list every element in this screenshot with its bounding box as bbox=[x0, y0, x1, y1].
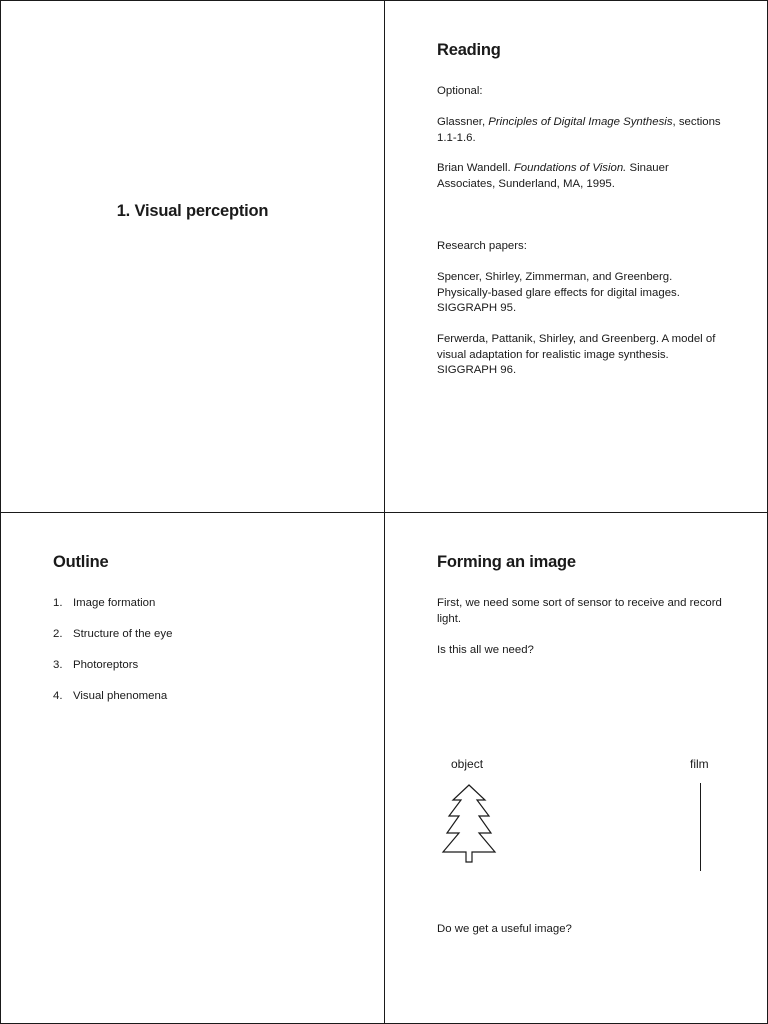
slide-visual-perception bbox=[0, 0, 385, 513]
outline-list bbox=[53, 597, 172, 721]
slide-heading: Reading bbox=[437, 41, 501, 59]
slide-reading bbox=[384, 0, 768, 513]
film-line bbox=[700, 783, 701, 871]
slide-forming-image bbox=[384, 512, 768, 1024]
list-item-label: Structure of the eye bbox=[73, 628, 173, 640]
list-item-number: 2. bbox=[53, 628, 63, 640]
wandell-rest: Sinauer Associates, Sunderland, MA, 1995. bbox=[437, 162, 669, 190]
useful-image-question: Do we get a useful image? bbox=[437, 923, 572, 935]
question-text: Is this all we need? bbox=[437, 644, 534, 656]
reference-wandell bbox=[437, 161, 722, 192]
wandell-title: Foundations of Vision. bbox=[513, 162, 627, 174]
slide-heading: Forming an image bbox=[437, 553, 576, 571]
list-item-number: 1. bbox=[53, 597, 63, 609]
list-item-number: 4. bbox=[53, 690, 63, 702]
reference-ferwerda: Ferwerda, Pattanik, Shirley, and Greenberg. A model of visual adaptation for realistic image synthesis. SIGGRAPH 96. bbox=[437, 333, 716, 376]
sensor-text: First, we need some sort of sensor to receive and record light. bbox=[437, 597, 722, 625]
reading-paper-2 bbox=[437, 332, 722, 379]
optional-label: Optional: bbox=[437, 85, 483, 97]
list-item bbox=[53, 597, 172, 628]
research-label: Research papers: bbox=[437, 240, 527, 252]
reading-wandell bbox=[437, 161, 722, 192]
list-item-label: Visual phenomena bbox=[73, 690, 168, 702]
reading-glassner bbox=[437, 115, 722, 146]
tree-icon bbox=[441, 783, 497, 865]
wandell-author: Brian Wandell. bbox=[437, 162, 514, 174]
list-item-label: Image formation bbox=[73, 597, 156, 609]
reference-glassner bbox=[437, 115, 722, 146]
glassner-title: Principles of Digital Image Synthesis bbox=[488, 116, 673, 128]
reading-paper-1 bbox=[437, 270, 722, 317]
slide-outline bbox=[0, 512, 385, 1024]
list-item bbox=[53, 659, 172, 690]
slide-title: 1. Visual perception bbox=[116, 202, 269, 220]
film-label: film bbox=[690, 757, 709, 771]
list-item bbox=[53, 628, 172, 659]
list-item bbox=[53, 690, 172, 721]
object-label: object bbox=[451, 757, 484, 771]
forming-para-1 bbox=[437, 596, 722, 627]
reference-spencer: Spencer, Shirley, Zimmerman, and Greenberg. Physically-based glare effects for digital images. SIGGRAPH 95. bbox=[437, 271, 680, 314]
list-item-label: Photoreptors bbox=[73, 659, 139, 671]
list-item-number: 3. bbox=[53, 659, 63, 671]
glassner-author: Glassner, bbox=[437, 116, 489, 128]
reading-research-section bbox=[437, 239, 722, 255]
forming-para-2 bbox=[437, 643, 722, 659]
forming-question bbox=[437, 922, 722, 938]
glassner-rest: , sections 1.1-1.6. bbox=[437, 116, 721, 144]
slide-heading: Outline bbox=[53, 553, 109, 571]
reading-optional-section bbox=[437, 84, 722, 100]
